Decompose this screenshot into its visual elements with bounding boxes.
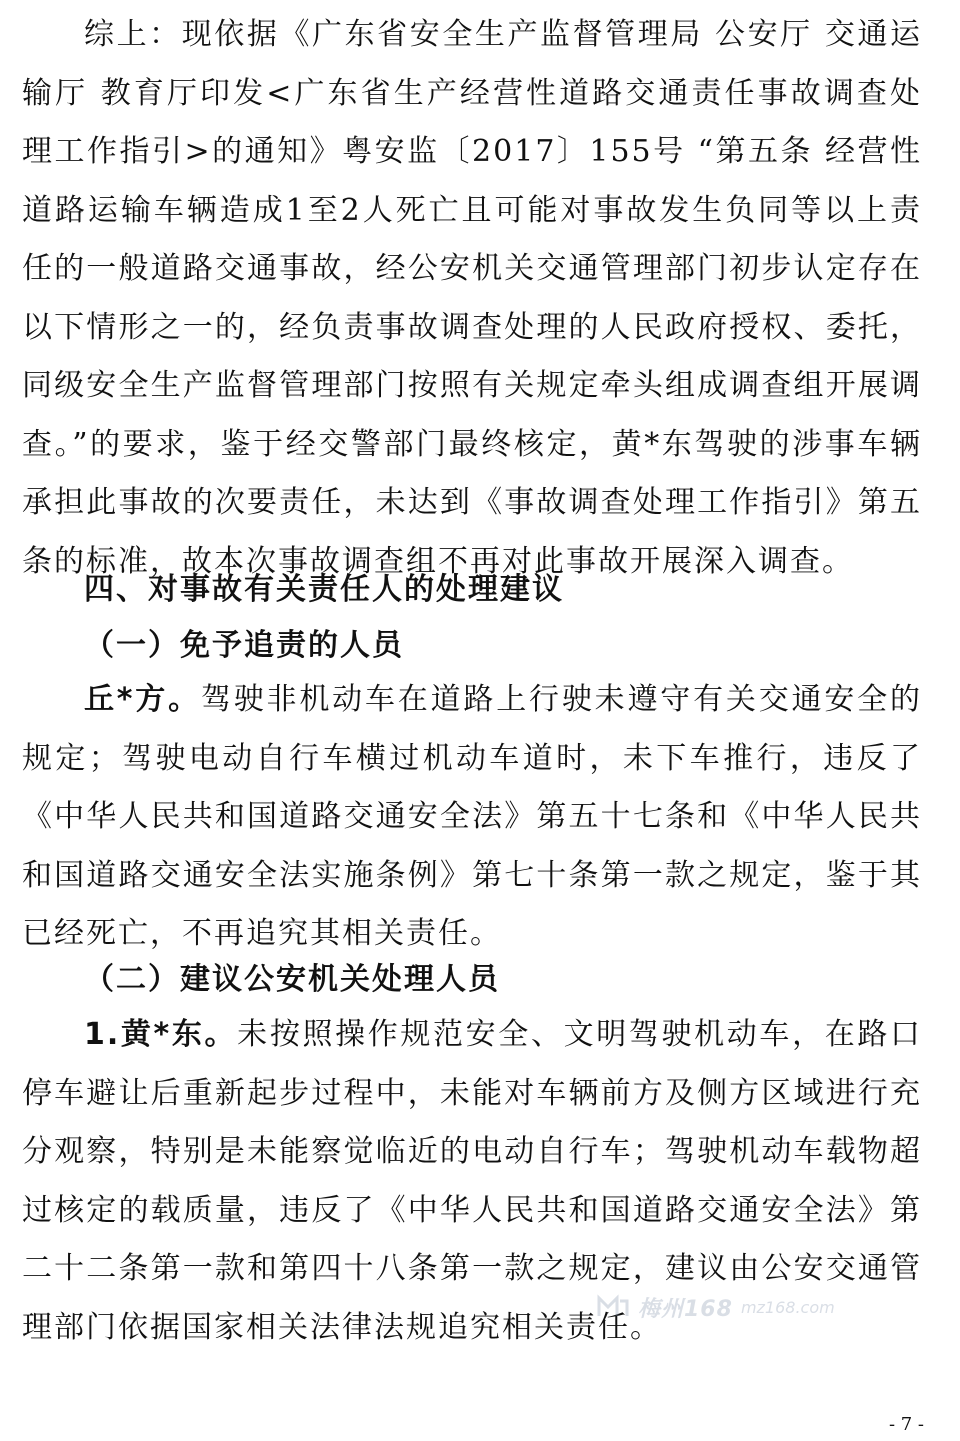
person-2-text: 未按照操作规范安全、文明驾驶机动车，在路口停车避让后重新起步过程中，未能对车辆前方及侧方区域进行充分观察，特别是未能察觉临近的电动自行车；驾驶机动车载物超过核定的载质量，违反了《中华人民共和国道路交通安全法》第二十二条第一款和第四十八条第一款之规定，建议由公安交通管理部门依据国家相关法律法规追究相关责任。 [22, 1017, 922, 1345]
person-1-paragraph [22, 671, 922, 964]
conclusion-paragraph: 综上：现依据《广东省安全生产监督管理局 公安厅 交通运输厅 教育厅印发<广东省生产经营性道路交通责任事故调查处理工作指引>的通知》粤安监〔2017〕155号 “第五条 经营性道路运输车辆造成1至2人死亡且可能对事故发生负同等以上责任的一般道路交通事故，经公安机关交通管理部门初步认定存在以下情形之一的，经负责事故调查处理的人民政府授权、委托，同级安全生产监督管理部门按照有关规定牵头组成调查组开展调查。”的要求，鉴于经交警部门最终核定，黄*东驾驶的涉事车辆承担此事故的次要责任，未达到《事故调查处理工作指引》第五条的标准，故本次事故调查组不再对此事故开展深入调查。 [22, 17, 922, 579]
watermark-logo-icon [596, 1293, 630, 1323]
watermark [596, 1292, 835, 1323]
person-2-name: 1.黄*东。 [84, 1017, 238, 1052]
subsection-2-heading: （二）建议公安机关处理人员 [84, 962, 500, 997]
page-number: - 7 - [888, 1414, 924, 1435]
watermark-logo-text: 梅州168 [638, 1297, 733, 1322]
person-1-name: 丘*方。 [84, 682, 201, 717]
section-heading: 四、对事故有关责任人的处理建议 [84, 572, 564, 607]
watermark-url: mz168.com [740, 1298, 835, 1317]
person-1-text: 驾驶非机动车在道路上行驶未遵守有关交通安全的规定；驾驶电动自行车横过机动车道时，未下车推行，违反了《中华人民共和国道路交通安全法》第五十七条和《中华人民共和国道路交通安全法实施条例》第七十条第一款之规定，鉴于其已经死亡，不再追究其相关责任。 [22, 682, 922, 951]
subsection-1-heading: （一）免予追责的人员 [84, 628, 404, 663]
